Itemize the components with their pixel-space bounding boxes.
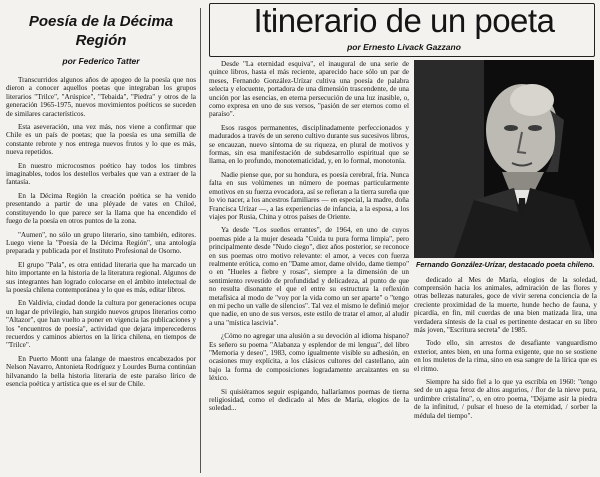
main-paragraph: Nadie piense que, por su hondura, es poesía cerebral, fría. Nunca falta en sus volúmenes un número de poemas particularmente emotivos en su fuerza evocadora, así se refieran a la tierra sureña que lo vio nacer, a los ancestros familiares — en especial, la madre, doña Francisca Urízar —, a las experiencias de infancia, a la esposa, a los viajes por Rusia, China y otros países de Oriente. xyxy=(209,170,409,221)
main-article-middle-column xyxy=(209,60,409,477)
left-paragraph: El grupo "Pala", es otra entidad literaria que ha marcado un hito importante en la historia de la literatura regional. Algunos de sus integrantes han logrado colocarse en el ámbito intelectual de la poesía chilena contemporánea y lo que es más, editar libros. xyxy=(6,260,196,294)
main-paragraph: Si quisiéramos seguir espigando, hallaríamos poemas de tierna religiosidad, como el dedicado al Mes de María, elogios de la soledad... xyxy=(209,387,409,413)
left-paragraph: En Valdivia, ciudad donde la cultura por generaciones ocupa un lugar de privilegio, han surgido nuevos grupos literarios como "Altazor", que han vuelto a poner en vigencia las publicaciones y los "encuentros de poesía", actividad que dejara imperecederos recuerdos y caminos abiertos en la lírica chilena, en tiempos de "Trilce". xyxy=(6,299,196,350)
photo-caption: Fernando González-Urízar, destacado poeta chileno. xyxy=(416,260,595,269)
right-paragraph: Siempre ha sido fiel a lo que ya escribía en 1960: "tengo sed de un agua feroz de altos augurios, / flor de la nieve pura, urdimbre cristalina", o, en otro poema, "Déjame asir la piedra de la infinitud, / pulsar el hueso de la eternidad, / sorber la médula del tiempo". xyxy=(414,378,597,420)
poet-portrait-image xyxy=(414,60,594,258)
left-paragraph: En nuestro microcosmos poético hay todos los timbres imaginables, todos los destellos verbales que van a extraer de la fantasía. xyxy=(6,161,196,187)
column-divider xyxy=(200,8,201,473)
right-paragraph: dedicado al Mes de María, elogios de la soledad, comprensión hacia los animales, admiración de las flores y otras bellezas naturales, goce de vivir serena conciencia de la creciente proximidad de la muerte, hunde hecho de fauna, y picardía, en fin, mil cuerdas de una bien matizada lira, una verdadera síntesis de la cual es pertinente destacar en su libro más joven, "Escritura secreta" de 1985. xyxy=(414,275,597,335)
left-article-title xyxy=(6,12,196,50)
left-article-byline: por Federico Tatter xyxy=(62,56,140,66)
left-article xyxy=(6,0,196,477)
poet-portrait-photo xyxy=(414,60,594,258)
left-paragraph: "Aumen", no sólo un grupo literario, sino también, editores. Luego viene la "Poesía de la Décima Región", una antología preparada y publicada por el Instituto Profesional de Osorno. xyxy=(6,230,196,256)
left-paragraph: Esta aseveración, una vez más, nos viene a confirmar que Chile es un país de poetas; que la poesía es una semilla de constante rebrote y nos entrega nuevos frutos y lo que es más, nueva repetidos. xyxy=(6,123,196,157)
main-paragraph: Desde "La eternidad esquiva", el inaugural de una serie de quince libros, hasta el más reciente, aparecido hace sólo un par de meses, Fernando González-Urízar cultiva una poesía de palabra selecta y elocuente, portadora de una dimensión trascendente, de una unción por las esencias, en eterna persecución de una luz inasible, o, como expresa en uno de sus versos, "pasión de ser eternos como el paraíso". xyxy=(209,60,409,119)
main-paragraph: ¿Cómo no agregar una alusión a su devoción al idioma hispano? Es señero su poema "Alabanza y esplendor de mi lengua", del libro "Memoria y deseo", 1983, como igualmente visible su adhesión, en ocasiones muy explícita, a los clásicos cultores del castellano, aún bajo la forma de composiciones logradamente arcaizantes en su léxico. xyxy=(209,332,409,383)
main-paragraph: Esos rasgos permanentes, disciplinadamente perfeccionados y madurados a través de un sereno cultivo durante sus sucesivos libros, se encauzan, nuevo síntoma de su riqueza, en plural de motivos y formas, sin esa manifestación de subdesarrollo espiritual que se llama, en lo profundo, monotematicidad, y, en lo formal, monotonía. xyxy=(209,123,409,166)
right-paragraph: Todo ello, sin arrestos de desafiante vanguardismo exterior, antes bien, en una forma exigente, que no se sostiene en los muletos de la rima, sino en esa sangre de la lírica que es el ritmo. xyxy=(414,339,597,373)
main-article-right-column xyxy=(412,60,597,477)
main-paragraph: Ya desde "Los sueños errantes", de 1964, en uno de cuyos poemas pide a la mujer deseada "Cuida tu pura forma limpia", pero principalmente desde "Nudo ciego", diez años posterior, se reconoce en sus poemas otro motivo relevante: el amor, a veces con fuerza realmente erótica, como en "Dame amor, dame olvido, dame tiempo" o en "Hueles a fiebre y rosas", siempre a la dimensión de un sentimiento revestido de profundidad y delicadeza, al punto de que no resulta disonante el que el entre su estructura la reflexión metafísica al modo de "voy por la vida como un ser aparte" o "tengo en mi pecho un valle de silencios". Tal vez el mismo le definió mejor que nadie, en uno de sus versos, este estilo de tratar el amor, al aludir a una "mística lascivia". xyxy=(209,226,409,327)
main-article-byline: por Ernesto Livack Gazzano xyxy=(347,42,461,52)
left-paragraph: En Puerto Montt una falange de maestros encabezados por Nelson Navarro, Antonieta Rodríguez y Lourdes Burna continúan hilvanando la bella historia literaria de este paraíso lírico de esencia poética y artística que es el sur de Chile. xyxy=(6,354,196,388)
left-paragraph: Transcurridos algunos años de apogeo de la poesía que nos dieron a conocer aquellos poetas que integraban los grupos literarios "Trilce", "Arúspice", "Tebaida", "Piedra" y otros de la generación 1965-1975, nuevos movimientos poéticos se suceden de similares característicos. xyxy=(6,76,196,118)
main-article-title: Itinerario de un poeta xyxy=(253,2,555,39)
left-paragraph: En la Décima Región la creación poética se ha venido presentando a partir de una pléyade de vates en Chiloé, constituyendo lo que parece ser la llama que ha encendido el fuego de la poesía en otros puntos de la zona. xyxy=(6,191,196,226)
left-title-line-2: Región xyxy=(75,32,127,49)
left-title-line-1: Poesía de la Décima xyxy=(28,13,174,30)
